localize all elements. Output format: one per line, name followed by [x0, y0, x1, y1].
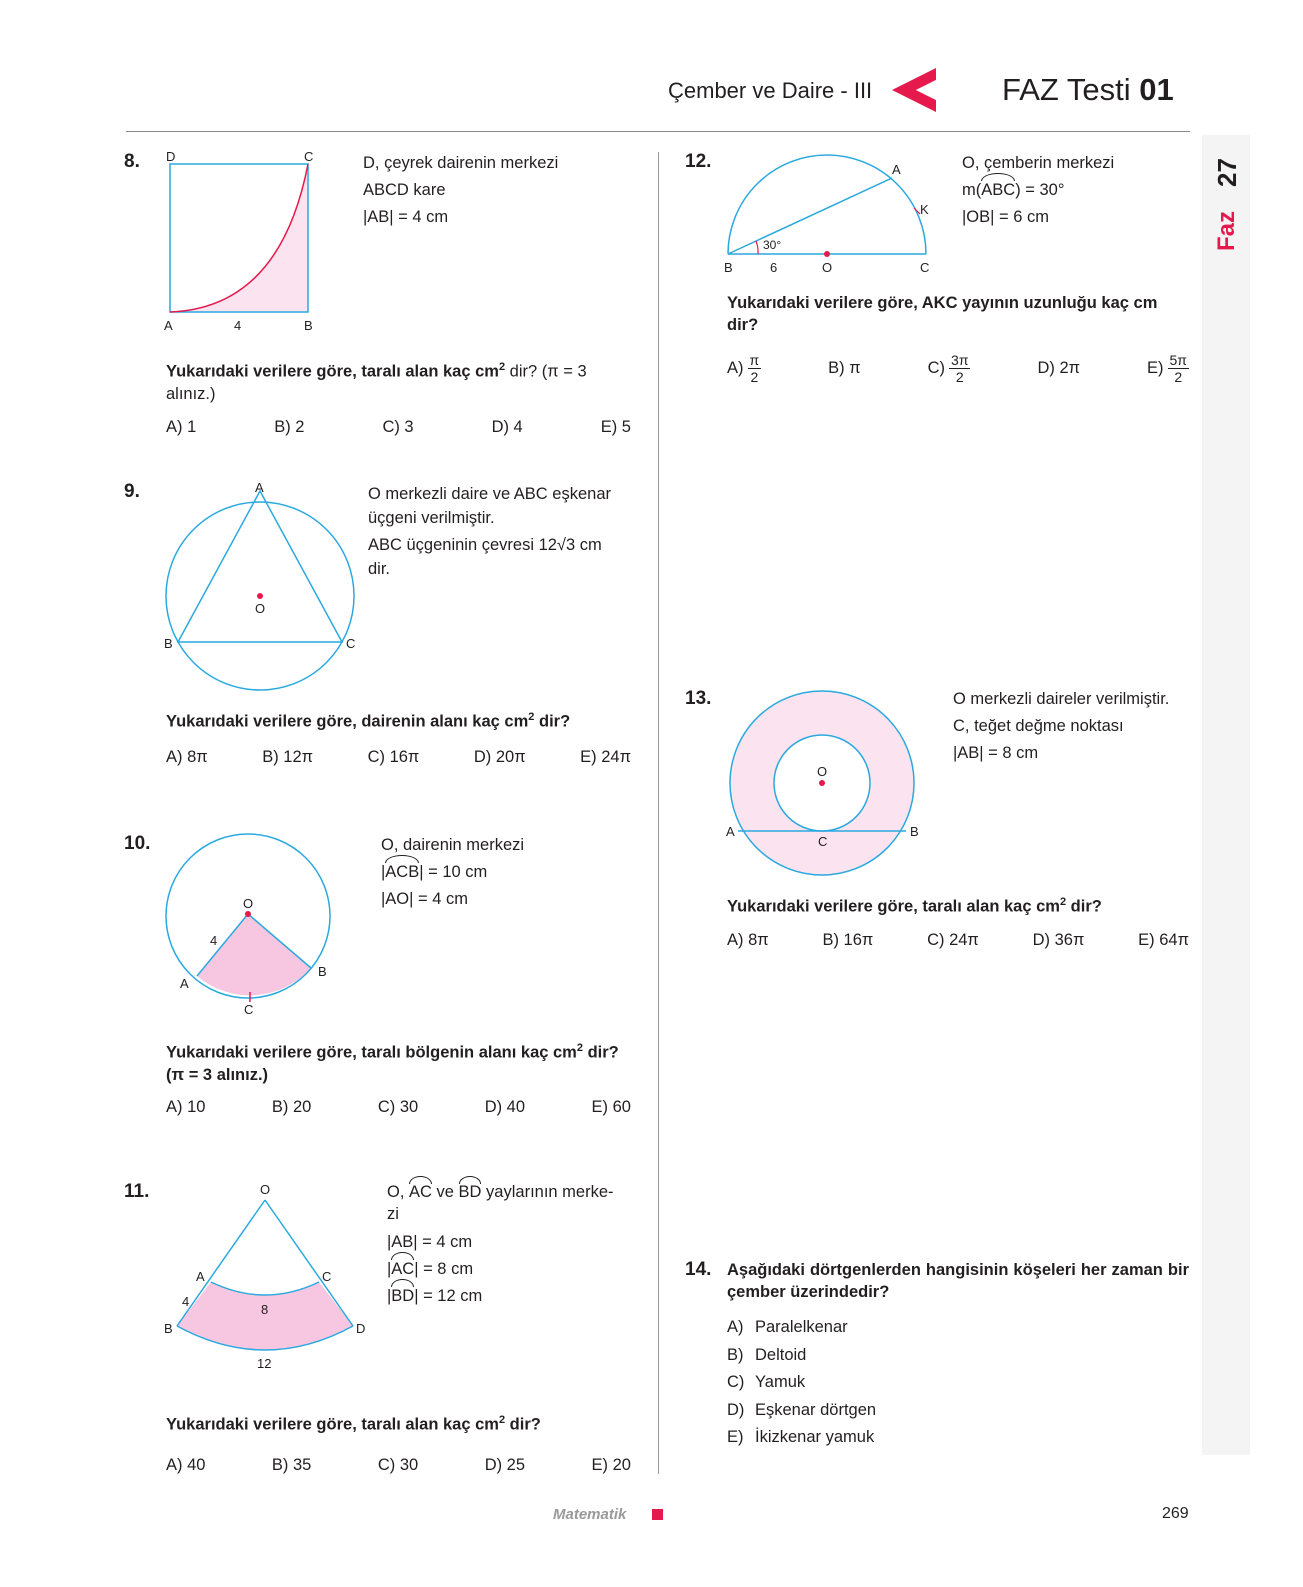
q8-info-line: ABCD kare	[363, 181, 446, 199]
q11-label-a: A	[196, 1269, 205, 1284]
q8-options	[166, 418, 631, 437]
q13-question-tail: dir?	[1066, 897, 1102, 916]
q13-label-o: O	[817, 764, 828, 779]
q11-info-line: |AC| = 8 cm	[387, 1256, 632, 1283]
q10-option[interactable]: C) 30	[377, 1098, 419, 1116]
q10-question-sup: 2	[576, 1042, 583, 1054]
q8-option[interactable]: E) 5	[600, 418, 631, 436]
q8-number: 8.	[124, 151, 140, 172]
q9-info-line: O merkezli daire ve ABC eşkenar	[368, 485, 612, 503]
q10-label-a: A	[180, 976, 189, 991]
q9-info-line: üçgeni verilmiştir.	[368, 509, 495, 527]
q11-question-tail: dir?	[505, 1415, 541, 1434]
q10-label-o: O	[243, 896, 254, 911]
q12-figure	[716, 148, 936, 278]
q11-option[interactable]: A) 40	[166, 1456, 206, 1474]
q12-label-b: B	[724, 260, 733, 275]
side-tab-number: 27	[1211, 157, 1242, 187]
q11-number: 11.	[124, 1181, 150, 1202]
footer-square-icon	[652, 1509, 663, 1520]
q12-number: 12.	[685, 151, 712, 172]
q14-choices	[727, 1314, 876, 1452]
q9-label-c: C	[346, 636, 356, 651]
q9-question-tail: dir?	[534, 712, 571, 731]
q10-figure	[160, 830, 340, 1020]
q10-label-c: C	[244, 1002, 254, 1017]
q8-option[interactable]: B) 2	[274, 418, 305, 436]
q9-label-b: B	[164, 636, 173, 651]
q10-question	[166, 1037, 631, 1086]
q10-info	[381, 832, 524, 913]
q10-option[interactable]: E) 60	[591, 1098, 631, 1116]
q8-option[interactable]: C) 3	[382, 418, 414, 436]
q8-question-tail: dir? (π = 3 alınız.)	[166, 362, 587, 403]
q10-option[interactable]: D) 40	[484, 1098, 526, 1116]
q11-info-line: |BD| = 12 cm	[387, 1283, 632, 1310]
q9-center-dot	[257, 593, 263, 599]
q8-label-a: A	[164, 318, 173, 333]
q12-options	[727, 352, 1189, 385]
q9-option[interactable]: E) 24π	[580, 748, 631, 766]
q9-question-text: Yukarıdaki verilere göre, dairenin alanı kaç cm	[166, 712, 529, 731]
q11-label-ac: 8	[261, 1302, 269, 1317]
q8-label-c: C	[304, 149, 314, 164]
q13-info-line: C, teğet değme noktası	[953, 717, 1124, 735]
q8-question	[166, 356, 631, 405]
q14-choice[interactable]: E) İkizkenar yamuk	[727, 1428, 875, 1446]
q10-info-line: O, dairenin merkezi	[381, 836, 525, 854]
q9-options	[166, 748, 631, 767]
q12-option[interactable]: C) $\frac{3\pi}{2}$	[927, 352, 969, 385]
q12-info-line: m(ABC) = 30°	[962, 177, 1114, 204]
q13-question-sup: 2	[1059, 896, 1067, 908]
q13-option[interactable]: E) 64π	[1138, 931, 1189, 949]
q10-label-b: B	[318, 964, 327, 979]
q8-question-sup: 2	[498, 361, 506, 373]
q13-number: 13.	[685, 688, 712, 709]
q9-figure	[160, 482, 360, 692]
q12-center-dot	[824, 251, 830, 257]
q14-number: 14.	[685, 1259, 712, 1280]
q12-option[interactable]: B) π	[828, 359, 861, 377]
q13-label-b: B	[910, 824, 919, 839]
q10-arc-acb: ACB	[385, 859, 419, 886]
q11-label-ab: 4	[182, 1294, 190, 1309]
q11-option[interactable]: E) 20	[591, 1456, 631, 1474]
q9-number: 9.	[124, 481, 140, 502]
q11-info-line: |AB| = 4 cm	[387, 1233, 473, 1251]
q9-label-a: A	[255, 482, 264, 495]
q11-options	[166, 1456, 631, 1475]
q12-question: Yukarıdaki verilere göre, AKC yayının uzunluğu kaç cm dir?	[727, 294, 1158, 334]
q13-figure	[720, 680, 930, 880]
q11-info	[387, 1180, 632, 1310]
topic-title: Çember ve Daire - III	[668, 78, 873, 103]
q12-label-a: A	[892, 162, 901, 177]
q12-info-line: |OB| = 6 cm	[962, 208, 1049, 226]
q11-label-d: D	[356, 1321, 366, 1336]
q8-figure	[160, 148, 330, 338]
q11-option[interactable]: D) 25	[484, 1456, 526, 1474]
q14-choice[interactable]: C) Yamuk	[727, 1373, 806, 1391]
q13-label-c: C	[818, 834, 828, 849]
q13-info-line: O merkezli daireler verilmiştir.	[953, 690, 1170, 708]
q14-choice[interactable]: D) Eşkenar dörtgen	[727, 1400, 877, 1419]
q12-option[interactable]: D) 2π	[1037, 359, 1081, 377]
q13-info	[953, 686, 1169, 767]
q13-question	[727, 891, 1187, 918]
q12-label-k: K	[920, 202, 929, 217]
q9-info-line: dir.	[368, 560, 391, 578]
q13-option[interactable]: B) 16π	[822, 931, 874, 949]
q14-question: Aşağıdaki dörtgenlerden hangisinin köşeleri her zaman bir çember üzerindedir?	[727, 1261, 1189, 1301]
q12-label-c: C	[920, 260, 930, 275]
side-tab	[1202, 135, 1250, 1455]
q12-label-angle: 30°	[763, 238, 782, 252]
q10-info-line: |AO| = 4 cm	[381, 890, 468, 908]
q14-choice[interactable]: A) Paralelkenar	[727, 1318, 848, 1336]
side-tab-brand	[1209, 150, 1245, 260]
q10-number: 10.	[124, 833, 151, 854]
q8-label-d: D	[166, 149, 176, 164]
q11-option[interactable]: C) 30	[377, 1456, 419, 1474]
q12-option[interactable]: A) $\frac{\pi}{2}$	[727, 352, 760, 385]
footer-subject: Matematik	[553, 1506, 627, 1523]
q13-option[interactable]: A) 8π	[727, 931, 769, 949]
test-label-text: FAZ Testi	[1002, 72, 1131, 107]
q8-info-line: D, çeyrek dairenin merkezi	[363, 154, 559, 172]
q11-label-c: C	[322, 1269, 332, 1284]
q11-label-bd: 12	[257, 1356, 272, 1371]
q13-label-a: A	[726, 824, 735, 839]
q11-question-sup: 2	[498, 1414, 506, 1426]
q10-option[interactable]: B) 20	[271, 1098, 312, 1116]
q13-info-line: |AB| = 8 cm	[953, 744, 1039, 762]
q10-question-tail: dir? (π = 3 alınız.)	[166, 1043, 619, 1084]
q11-label-o: O	[260, 1182, 271, 1197]
q9-info	[368, 482, 611, 581]
column-divider	[658, 152, 659, 1474]
q13-option[interactable]: D) 36π	[1032, 931, 1085, 949]
q14-choice[interactable]: B) Deltoid	[727, 1345, 807, 1364]
header-rule	[126, 131, 1190, 132]
q12-info	[962, 150, 1114, 231]
q12-label-o: O	[822, 260, 833, 275]
q9-option[interactable]: C) 16π	[367, 748, 420, 766]
q12-info-line: O, çemberin merkezi	[962, 154, 1115, 172]
q10-options	[166, 1098, 631, 1117]
test-number: 01	[1139, 72, 1174, 107]
q11-info-line: O, AC ve BD yaylarının merke-	[387, 1180, 632, 1204]
q9-question-sup: 2	[528, 711, 535, 723]
q13-center-dot	[819, 780, 825, 786]
q10-label-r: 4	[210, 933, 218, 948]
q11-question	[166, 1409, 631, 1436]
q10-info-line: |ACB| = 10 cm	[381, 859, 524, 886]
q13-question-text: Yukarıdaki verilere göre, taralı alan kaç cm	[727, 897, 1060, 916]
q12-label-ob: 6	[770, 260, 778, 275]
q9-info-line: ABC üçgeninin çevresi 12√3 cm	[368, 536, 602, 554]
q9-option[interactable]: D) 20π	[473, 748, 526, 766]
q9-option[interactable]: B) 12π	[262, 748, 314, 766]
q8-info-line: |AB| = 4 cm	[363, 208, 449, 226]
q12-option[interactable]: E) $\frac{5\pi}{2}$	[1147, 352, 1187, 385]
q11-question-text: Yukarıdaki verilere göre, taralı alan kaç cm	[166, 1415, 499, 1434]
q10-question-text: Yukarıdaki verilere göre, taralı bölgenin alanı kaç cm	[166, 1043, 577, 1062]
q8-label-b: B	[304, 318, 313, 333]
q10-center-dot	[245, 911, 251, 917]
q10-option[interactable]: A) 10	[166, 1098, 206, 1116]
q8-option[interactable]: A) 1	[166, 418, 197, 436]
chevron-logo-icon	[890, 66, 950, 116]
q11-info-line: zi	[387, 1205, 399, 1223]
q8-info	[363, 150, 558, 231]
q11-figure	[160, 1178, 370, 1378]
q9-option[interactable]: A) 8π	[166, 748, 208, 766]
q9-question	[166, 706, 631, 733]
side-tab-brand-text: Faz	[1213, 210, 1241, 252]
q11-option[interactable]: B) 35	[271, 1456, 312, 1474]
q9-label-o: O	[255, 601, 266, 616]
q11-arc-bd-text: BD	[459, 1180, 482, 1204]
q11-arc-ac-text: AC	[409, 1180, 432, 1204]
q9-triangle	[178, 491, 342, 642]
page-number: 269	[1162, 1505, 1189, 1522]
q13-option[interactable]: C) 24π	[927, 931, 979, 949]
test-label	[1002, 72, 1174, 108]
q8-label-side: 4	[234, 318, 242, 333]
q12-angle-abc: ABC	[981, 177, 1015, 204]
q8-question-text: Yukarıdaki verilere göre, taralı alan kaç cm	[166, 362, 499, 381]
q13-options	[727, 931, 1189, 950]
q11-label-b: B	[164, 1321, 173, 1336]
q8-option[interactable]: D) 4	[491, 418, 523, 436]
